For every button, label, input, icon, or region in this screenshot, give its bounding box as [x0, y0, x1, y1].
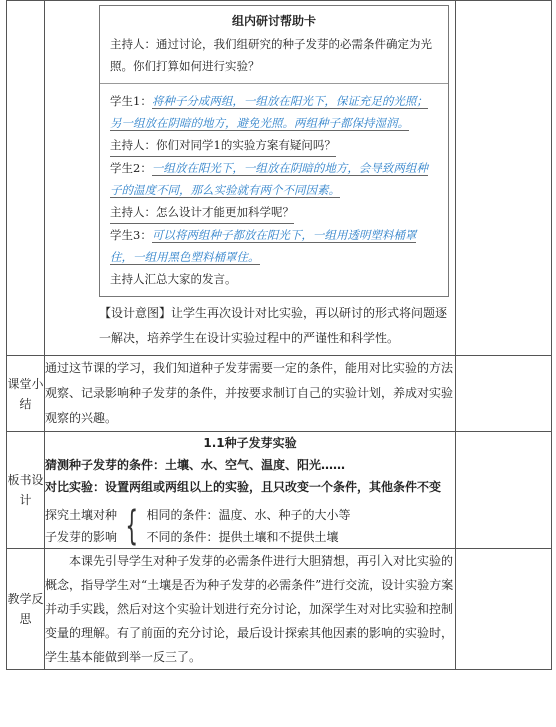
card-title: 组内研讨帮助卡 — [231, 14, 316, 28]
summary-row — [7, 356, 552, 432]
reflection-side-cell — [456, 549, 552, 670]
reflection-text: 本课先引导学生对种子发芽的必需条件进行大胆猜想，再引入对比实验的概念，指导学生对“土壤是否为种子发芽的必需条件”进行交流，设计实验方案并动手实践，然后对这个实验计划进行充分讨论，加深学生对对比实验和控制变量的理解。有了前面的充分讨论，最后设计探索其他因素的影响的实验时，学生基本能做到举一反三了。 — [45, 549, 456, 670]
discussion-help-card — [99, 5, 449, 297]
activity-side-cell — [456, 1, 552, 356]
lesson-table — [6, 0, 552, 670]
same-conditions: 相同的条件：温度、水、种子的大小等 — [146, 508, 351, 522]
board-design — [45, 432, 456, 549]
student-3-answer: 可以将两组种子都放在阳光下，一组用透明塑料桶罩住，一组用黑色塑料桶罩住。 — [110, 228, 417, 264]
student-3-line — [110, 224, 438, 268]
student-2-label: 学生2： — [110, 161, 152, 175]
activity-content-cell — [45, 1, 456, 356]
host-summary: 主持人汇总大家的发言。 — [110, 272, 237, 286]
activity-label-cell — [7, 1, 45, 356]
host-question-1: 主持人：你们对同学1的实验方案有疑问吗？ — [110, 134, 438, 157]
brace-icon: { — [125, 503, 139, 549]
student-1-label: 学生1： — [110, 94, 152, 108]
board-brace-left: 探究土壤对种 子发芽的影响 — [45, 508, 118, 544]
board-title: 1.1种子发芽实验 — [203, 436, 297, 450]
board-guess-line: 猜测种子发芽的条件：土壤、水、空气、温度、阳光…… — [45, 458, 346, 472]
student-3-label: 学生3： — [110, 228, 152, 242]
activity-row — [7, 1, 552, 356]
reflection-row — [7, 549, 552, 670]
card-divider — [100, 83, 448, 84]
student-2-line — [110, 157, 438, 201]
board-brace-right — [146, 504, 350, 548]
different-conditions: 不同的条件：提供土壤和不提供土壤 — [146, 530, 339, 544]
student-2-answer: 一组放在阳光下，一组放在阴暗的地方，会导致两组种子的温度不同，那么实验就有两个不同因素。 — [110, 161, 428, 197]
host-intro: 主持人：通过讨论，我们组研究的种子发芽的必需条件确定为光照。你们打算如何进行实验？ — [110, 37, 432, 73]
summary-label: 课堂小结 — [7, 356, 45, 432]
board-label: 板书设计 — [7, 432, 45, 549]
reflection-label: 教学反思 — [7, 549, 45, 670]
design-intent: 【设计意图】让学生再次设计对比实验，再以研讨的形式将问题逐一解决，培养学生在设计实验过程中的严谨性和科学性。 — [99, 306, 448, 345]
student-1-answer: 将种子分成两组，一组放在阳光下，保证充足的光照；另一组放在阴暗的地方，避免光照。两组种子都保持湿润。 — [110, 94, 428, 130]
student-1-line — [110, 90, 438, 134]
board-side-cell — [456, 432, 552, 549]
board-row — [7, 432, 552, 549]
summary-text: 通过这节课的学习，我们知道种子发芽需要一定的条件，能用对比实验的方法观察、记录影响种子发芽的条件，并按要求制订自己的实验计划，养成对实验观察的兴趣。 — [45, 356, 456, 432]
board-contrast-line: 对比实验：设置两组或两组以上的实验，且只改变一个条件，其他条件不变 — [45, 480, 442, 494]
summary-side-cell — [456, 356, 552, 432]
board-brace-block — [45, 504, 455, 548]
host-question-2: 主持人：怎么设计才能更加科学呢？ — [110, 201, 438, 224]
